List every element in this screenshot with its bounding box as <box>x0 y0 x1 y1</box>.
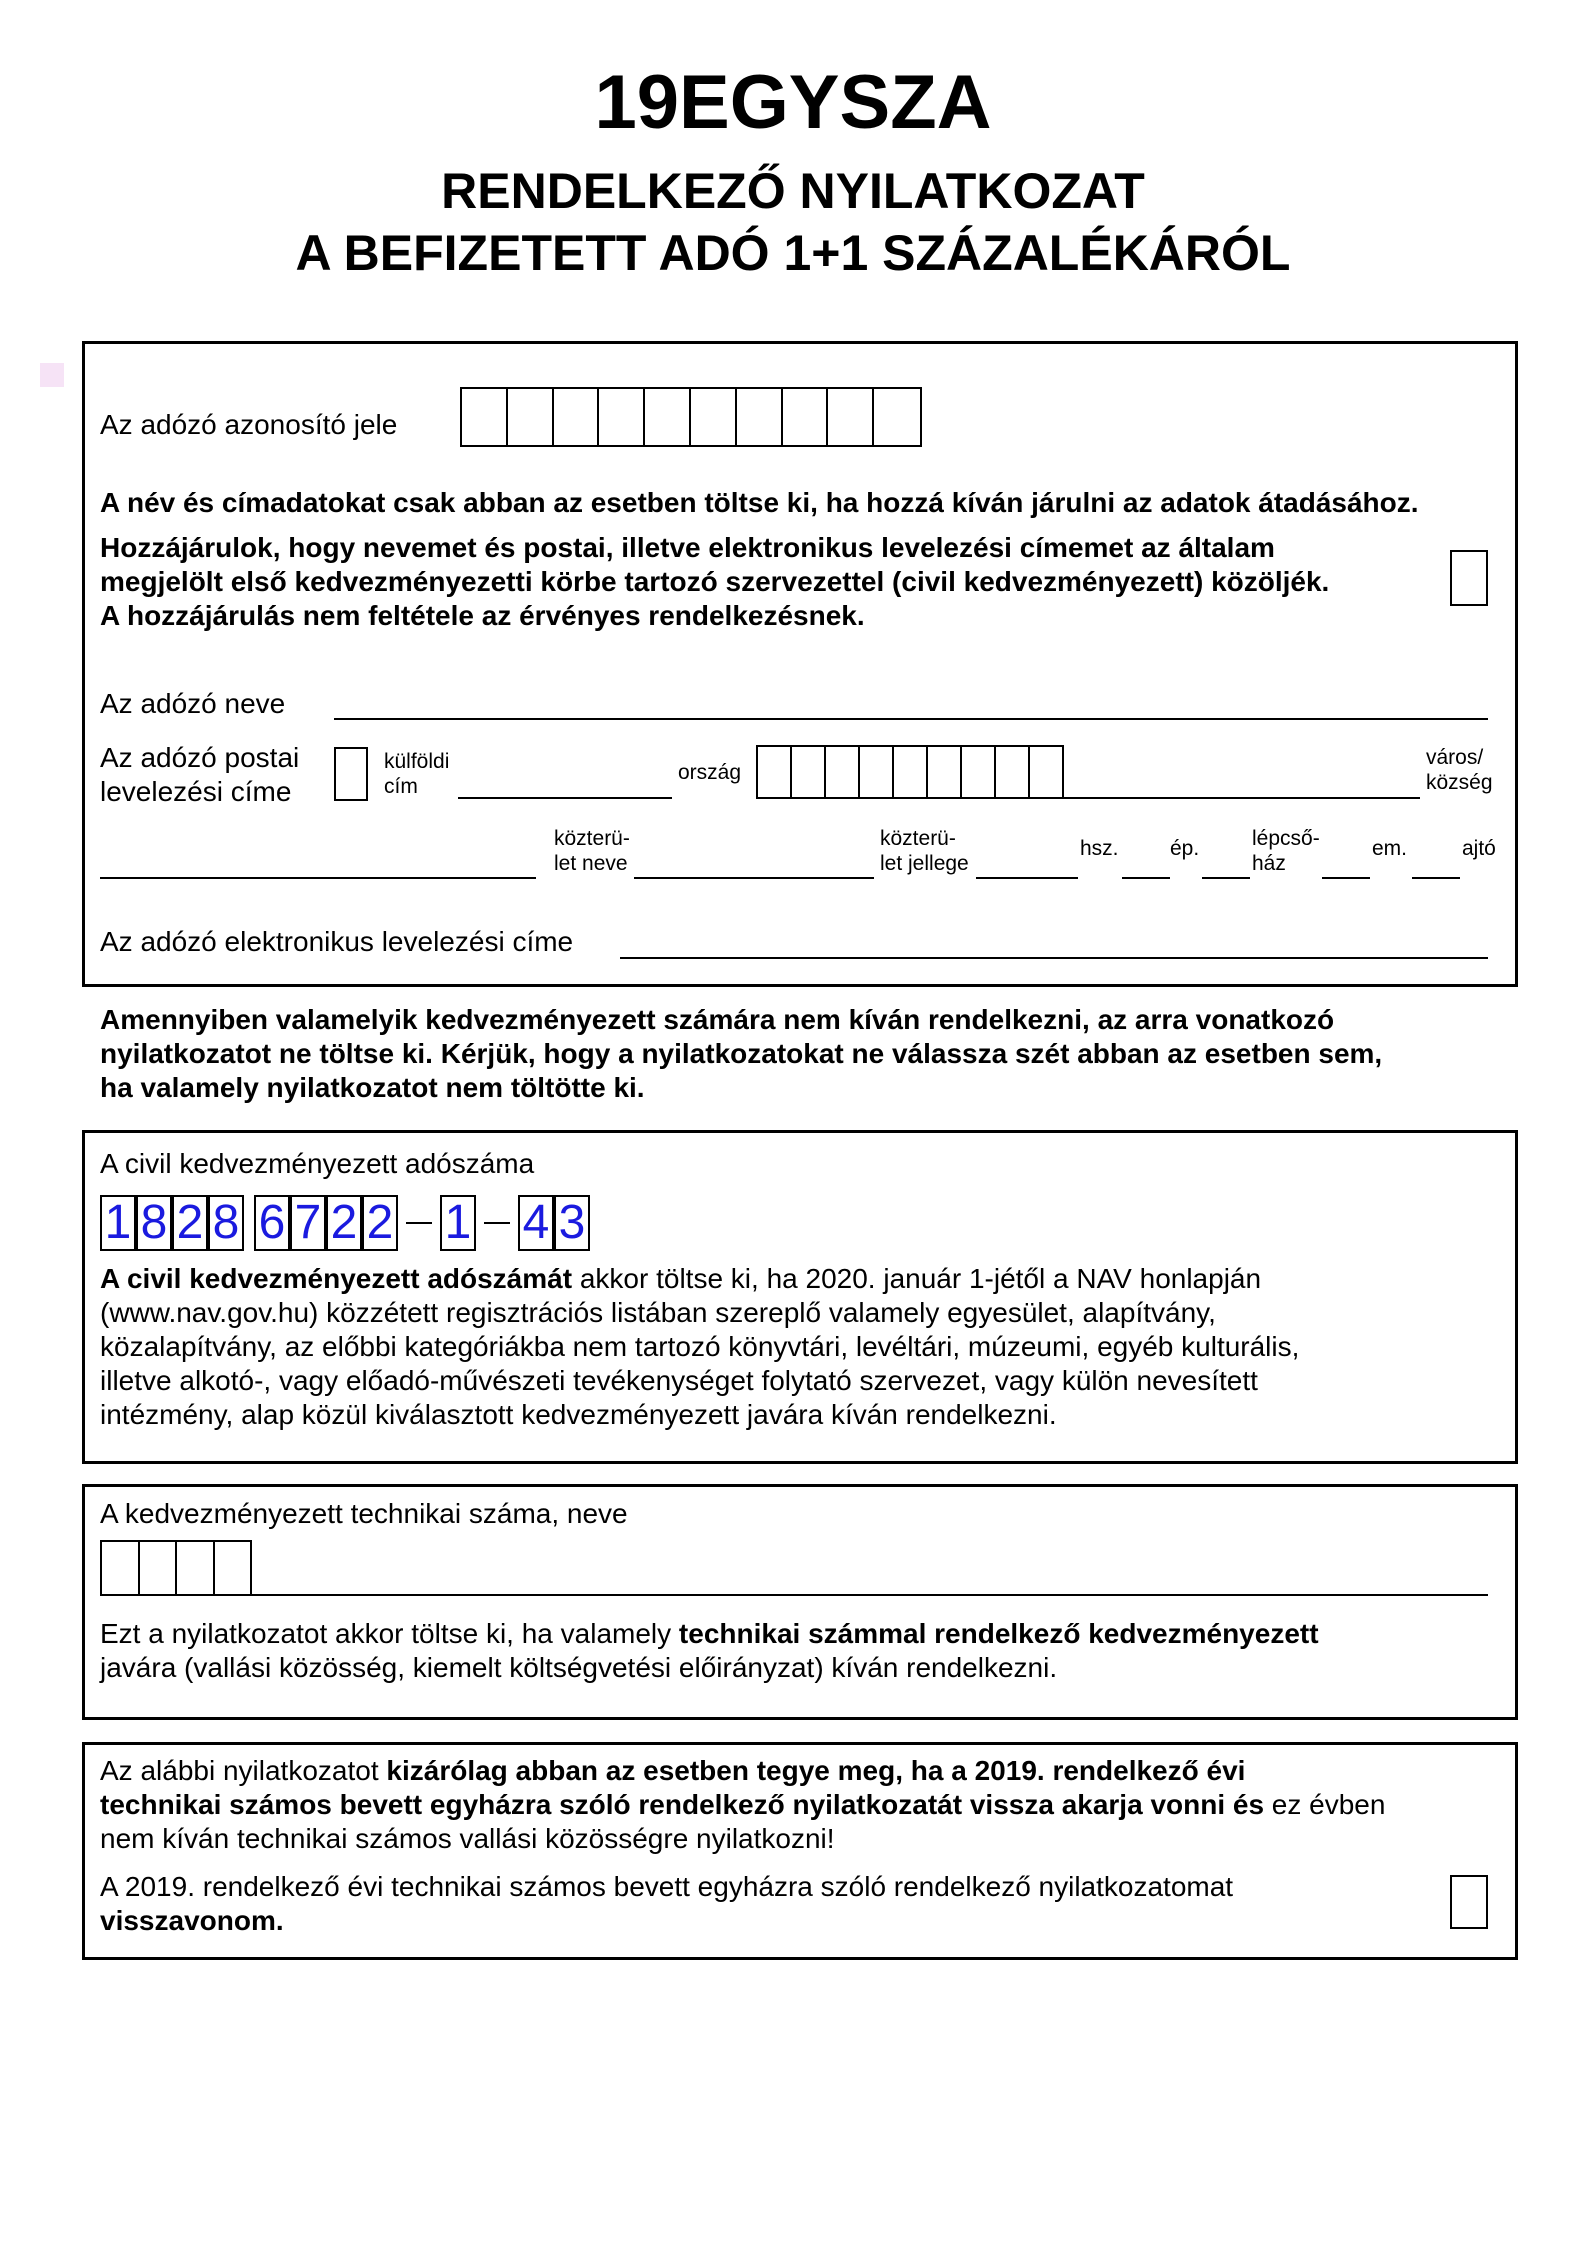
consent-text-line1: Hozzájárulok, hogy nevemet és postai, illetve elektronikus levelezési címemet az általam <box>100 532 1275 563</box>
city-label-line2: község <box>1426 771 1493 794</box>
street-name-label-line2: let neve <box>554 852 628 875</box>
house-number-label: hsz. <box>1080 837 1119 860</box>
door-label: ajtó <box>1462 837 1496 860</box>
notice-line1: Amennyiben valamelyik kedvezményezett számára nem kíván rendelkezni, az arra vonatkozó <box>100 1004 1335 1035</box>
staircase-input[interactable] <box>1322 877 1370 879</box>
form-code: 19EGYSZA <box>594 60 992 145</box>
civil-desc-bold: A civil kedvezményezett adószámát <box>100 1263 573 1294</box>
consent-text-line2: megjelölt első kedvezményezetti körbe tartozó szervezettel (civil kedvezményezett) közöljék. <box>100 566 1330 597</box>
building-input[interactable] <box>1202 877 1250 879</box>
civil-desc-line2: (www.nav.gov.hu) közzétett regisztrációs listában szereplő valamely egyesület, alapítvány, <box>100 1297 1216 1328</box>
foreign-address-label-line1: külföldi <box>384 750 450 773</box>
notice-line3: ha valamely nyilatkozatot nem töltötte ki. <box>100 1072 645 1103</box>
civil-desc-line4: illetve alkotó-, vagy előadó-művészeti tevékenységet folytató szervezet, vagy külön nevesített <box>100 1365 1258 1396</box>
scan-marker <box>40 363 64 387</box>
street-name-label-line1: közterü- <box>554 827 630 850</box>
foreign-address-checkbox[interactable] <box>334 747 368 801</box>
technical-name-input[interactable] <box>250 1594 1488 1596</box>
technical-desc-line2: javára (vallási közösség, kiemelt költségvetési előirányzat) kíván rendelkezni. <box>100 1652 1058 1683</box>
technical-desc-line1 <box>100 1617 1319 1651</box>
postal-address-label-line1: Az adózó postai <box>100 742 300 773</box>
civil-tax-number-label: A civil kedvezményezett adószáma <box>100 1148 535 1179</box>
tax-digit: 2 <box>172 1195 208 1251</box>
tax-digit: 2 <box>362 1195 398 1251</box>
separator-dash <box>484 1222 510 1224</box>
email-input[interactable] <box>620 957 1488 959</box>
street-name-input[interactable] <box>634 877 874 879</box>
withdraw-line2 <box>100 1788 1385 1822</box>
withdraw-statement-line2: visszavonom. <box>100 1905 284 1936</box>
tax-digit: 8 <box>136 1195 172 1251</box>
taxpayer-id-label: Az adózó azonosító jele <box>100 409 398 440</box>
foreign-address-label-line2: cím <box>384 775 418 798</box>
form-title-line2: A BEFIZETETT ADÓ 1+1 SZÁZALÉKÁRÓL <box>295 225 1291 281</box>
street-type-label-line2: let jellege <box>880 852 969 875</box>
notice-line2: nyilatkozatot ne töltse ki. Kérjük, hogy a nyilatkozatokat ne válassza szét abban az esetben sem, <box>100 1038 1383 1069</box>
staircase-label-line2: ház <box>1252 852 1286 875</box>
foreign-address-input[interactable] <box>458 797 672 799</box>
postal-address-label-line2: levelezési címe <box>100 776 292 807</box>
technical-desc-bold: technikai számmal rendelkező kedvezményezett <box>678 1618 1319 1649</box>
tax-digit: 8 <box>208 1195 244 1251</box>
withdraw-line1-pre: Az alábbi nyilatkozatot <box>100 1755 387 1786</box>
city-label-line1: város/ <box>1426 746 1484 769</box>
taxpayer-id-input[interactable] <box>460 387 922 447</box>
building-label: ép. <box>1170 837 1200 860</box>
taxpayer-name-label: Az adózó neve <box>100 688 286 719</box>
withdraw-line1 <box>100 1754 1245 1788</box>
civil-desc-line5: intézmény, alap közül kiválasztott kedvezményezett javára kíván rendelkezni. <box>100 1399 1057 1430</box>
floor-input[interactable] <box>1412 877 1460 879</box>
country-label: ország <box>678 761 742 784</box>
tax-digit: 7 <box>290 1195 326 1251</box>
technical-desc-pre: Ezt a nyilatkozatot akkor töltse ki, ha valamely <box>100 1618 679 1649</box>
withdraw-line3: nem kíván technikai számos vallási közösségre nyilatkozni! <box>100 1823 835 1854</box>
technical-number-label: A kedvezményezett technikai száma, neve <box>100 1498 628 1529</box>
name-notice: A név és címadatokat csak abban az esetben töltse ki, ha hozzá kíván járulni az adatok átadásához. <box>100 487 1419 518</box>
withdraw-line2-bold: technikai számos bevett egyházra szóló rendelkező nyilatkozatát vissza akarja vonni és <box>100 1789 1265 1820</box>
taxpayer-name-input[interactable] <box>334 718 1488 720</box>
withdraw-statement-line1: A 2019. rendelkező évi technikai számos bevett egyházra szóló rendelkező nyilatkozatomat <box>100 1871 1234 1902</box>
tax-digit: 1 <box>100 1195 136 1251</box>
withdraw-line1-bold: kizárólag abban az esetben tegye meg, ha a 2019. rendelkező évi <box>386 1755 1246 1786</box>
tax-digit: 1 <box>440 1195 476 1251</box>
form-title-line1: RENDELKEZŐ NYILATKOZAT <box>441 163 1145 219</box>
postal-code-input[interactable] <box>756 745 1064 799</box>
street-type-input[interactable] <box>976 877 1078 879</box>
city-input[interactable] <box>1062 797 1420 799</box>
tax-digit: 4 <box>518 1195 554 1251</box>
withdraw-checkbox[interactable] <box>1450 1875 1488 1929</box>
technical-number-input[interactable] <box>100 1540 252 1596</box>
address-line-input[interactable] <box>100 877 536 879</box>
floor-label: em. <box>1372 837 1408 860</box>
house-number-input[interactable] <box>1122 877 1170 879</box>
civil-desc-rest: akkor töltse ki, ha 2020. január 1-jétől a NAV honlapján <box>572 1263 1262 1294</box>
tax-digit: 6 <box>254 1195 290 1251</box>
civil-desc-line1 <box>100 1262 1261 1296</box>
email-label: Az adózó elektronikus levelezési címe <box>100 926 574 957</box>
civil-desc-line3: közalapítvány, az előbbi kategóriákba nem tartozó könyvtári, levéltári, múzeumi, egyéb kulturális, <box>100 1331 1300 1362</box>
consent-checkbox[interactable] <box>1450 550 1488 606</box>
tax-digit: 2 <box>326 1195 362 1251</box>
withdraw-line2-rest: ez évben <box>1264 1789 1386 1820</box>
street-type-label-line1: közterü- <box>880 827 956 850</box>
staircase-label-line1: lépcső- <box>1252 827 1320 850</box>
tax-digit: 3 <box>554 1195 590 1251</box>
consent-text-line3: A hozzájárulás nem feltétele az érvényes rendelkezésnek. <box>100 600 865 631</box>
separator-dash <box>406 1222 432 1224</box>
